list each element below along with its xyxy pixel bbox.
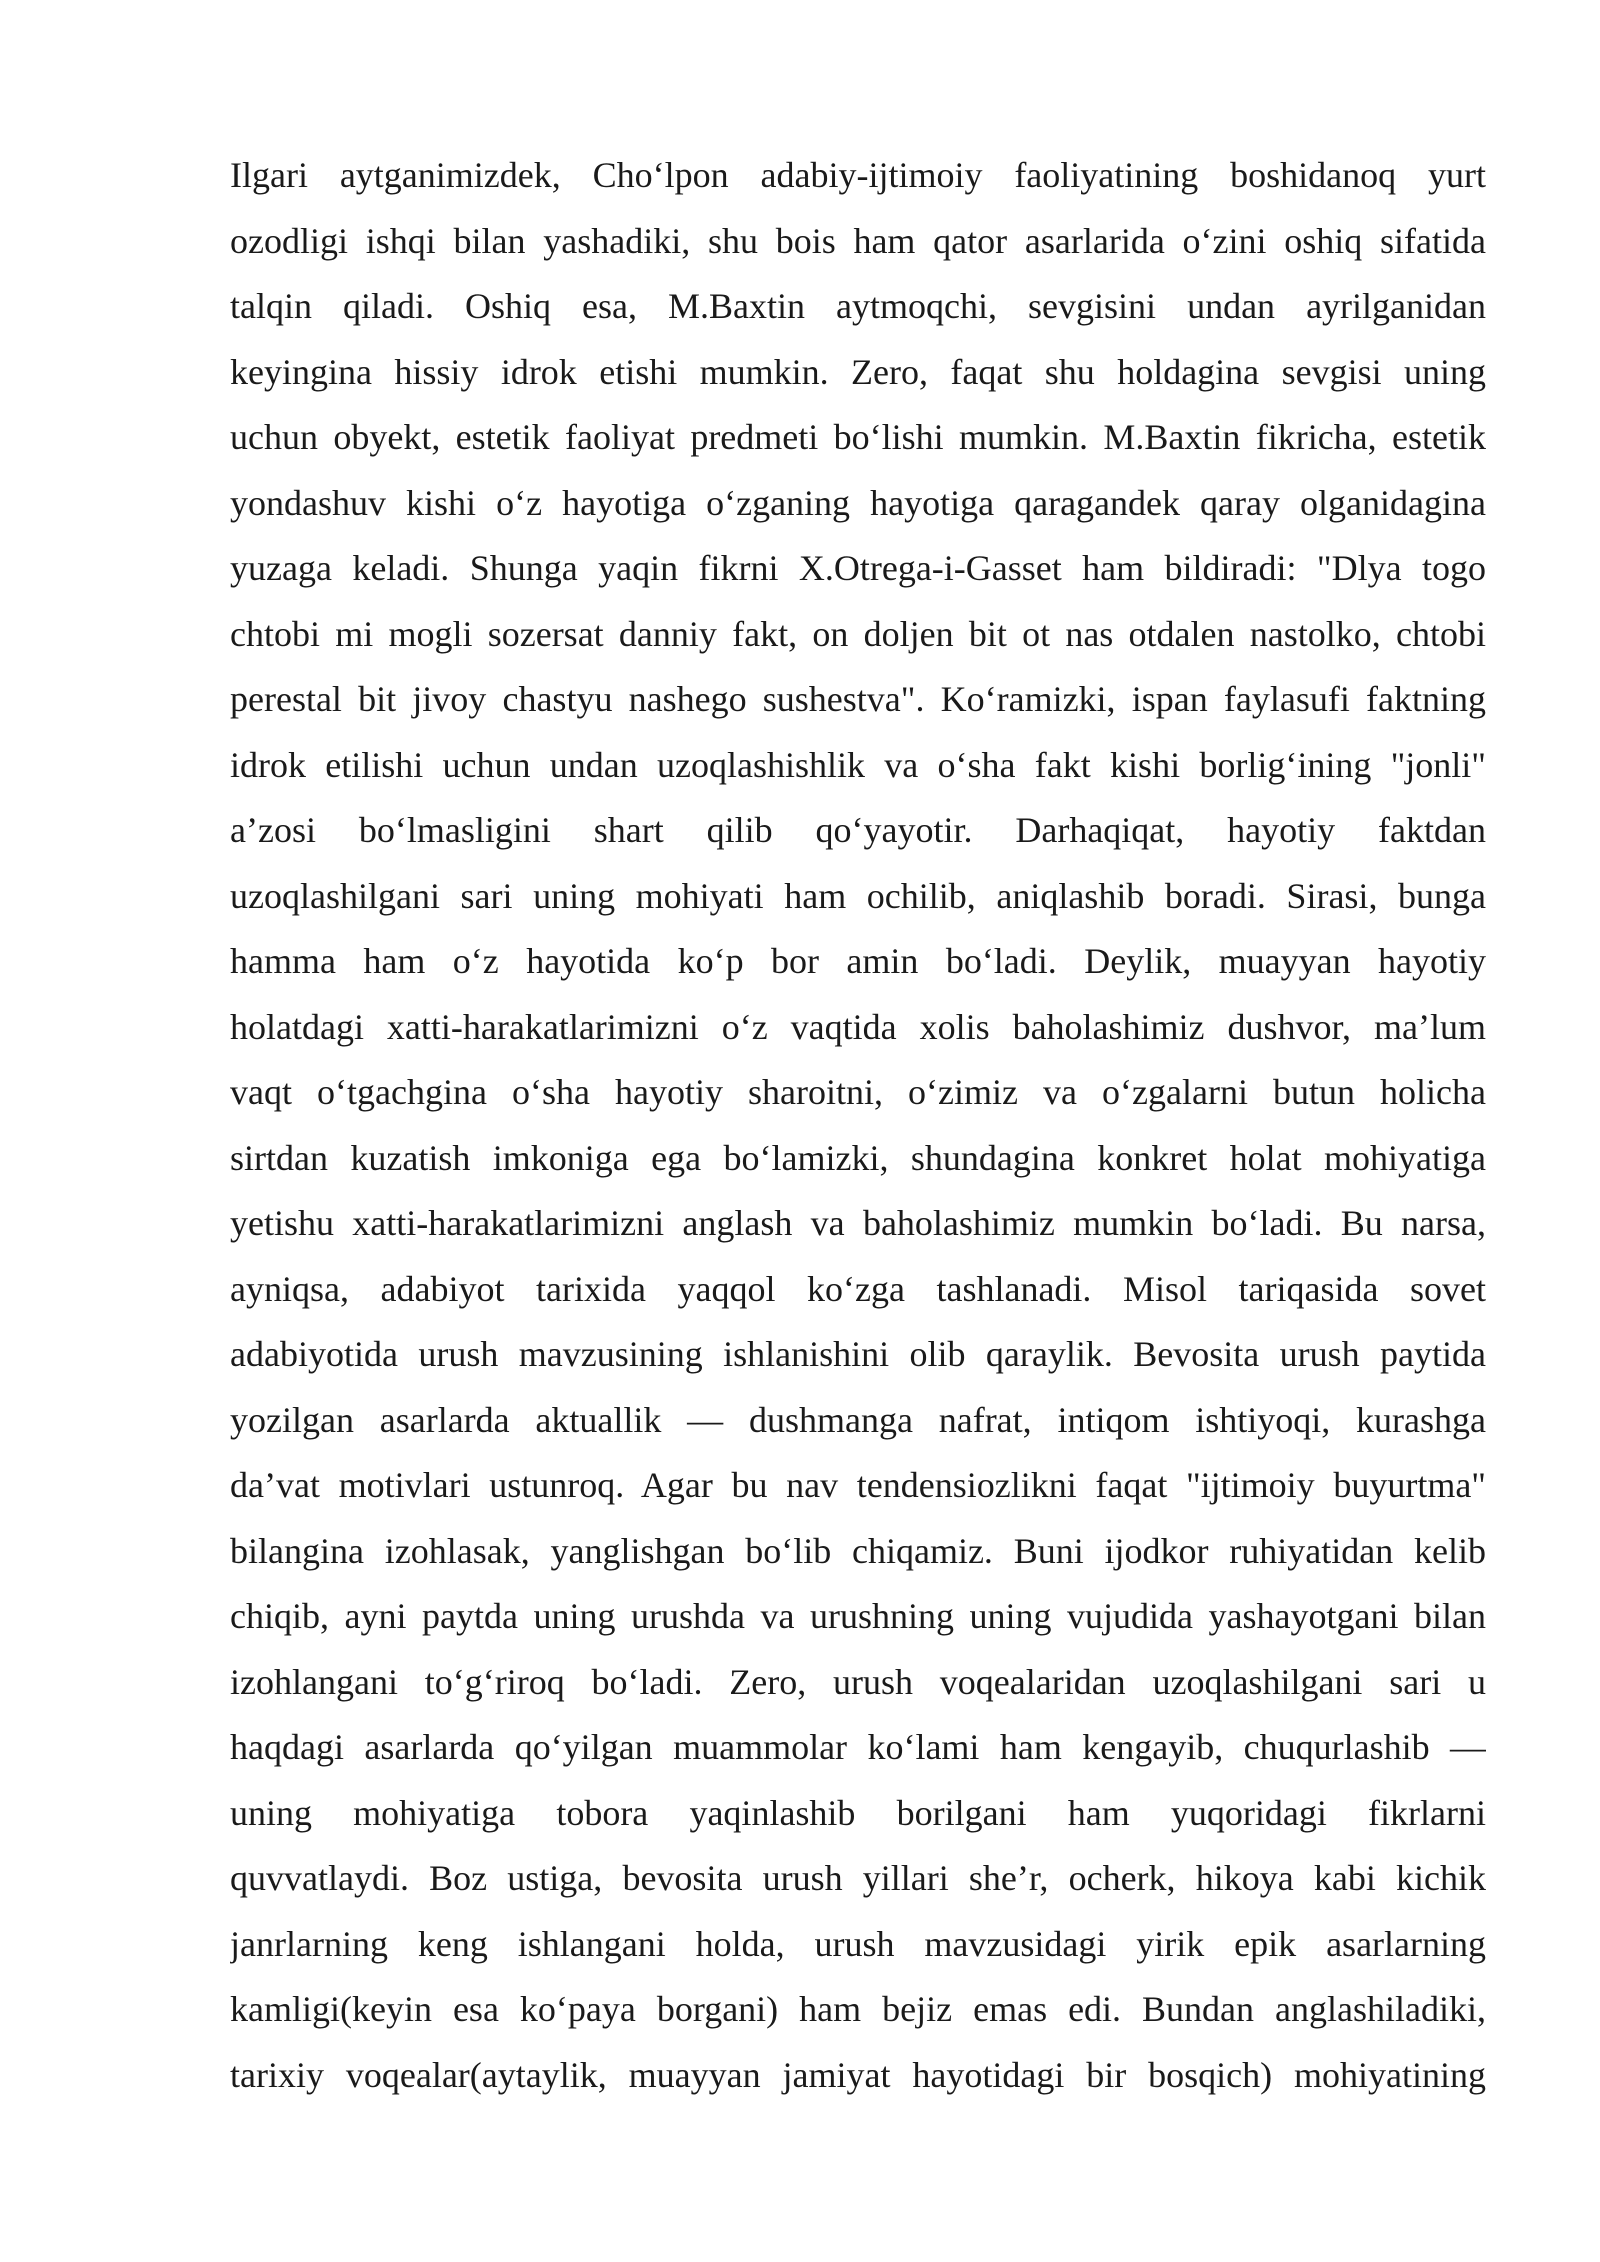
text-line: vaqt o‘tgachgina o‘sha hayotiy sharoitni, o‘zimiz va o‘zgalarni butun holicha xyxy=(230,1072,1486,1112)
text-line: kamligi(keyin esa ko‘paya borgani) ham bejiz emas edi. Bundan anglashiladiki, xyxy=(230,1989,1486,2029)
text-line: chtobi mi mogli sozersat danniy fakt, on doljen bit ot nas otdalen nastolko, chtobi xyxy=(230,613,1486,654)
text-line: yozilgan asarlarda aktuallik — dushmanga nafrat, intiqom ishtiyoqi, kurashga xyxy=(230,1399,1486,1440)
text-line: talqin qiladi. Oshiq esa, M.Baxtin aytmoqchi, sevgisini undan ayrilganidan xyxy=(230,286,1486,326)
text-line: izohlangani to‘g‘riroq bo‘ladi. Zero, urush voqealaridan uzoqlashilgani sari u xyxy=(230,1661,1486,1702)
text-line: chiqib, ayni paytda uning urushda va urushning uning vujudida yashayotgani bilan xyxy=(230,1596,1486,1636)
text-line: sirtdan kuzatish imkoniga ega bo‘lamizki, shundagina konkret holat mohiyatiga xyxy=(230,1137,1486,1178)
text-line: yondashuv kishi o‘z hayotiga o‘zganing hayotiga qaragandek qaray olganidagina xyxy=(230,482,1486,523)
text-line: ayniqsa, adabiyot tarixida yaqqol ko‘zga tashlanadi. Misol tariqasida sovet xyxy=(230,1268,1486,1309)
text-line: Ilgari aytganimizdek, Cho‘lpon adabiy-ijtimoiy faoliyatining boshidanoq yurt xyxy=(230,155,1486,195)
text-line: ozodligi ishqi bilan yashadiki, shu bois ham qator asarlarida o‘zini oshiq sifatida xyxy=(230,220,1486,261)
text-line: holatdagi xatti-harakatlarimizni o‘z vaqtida xolis baholashimiz dushvor, ma’lum xyxy=(230,1006,1486,1047)
text-line: quvvatlaydi. Boz ustiga, bevosita urush yillari she’r, ocherk, hikoya kabi kichik xyxy=(230,1858,1486,1898)
text-line: da’vat motivlari ustunroq. Agar bu nav tendensiozlikni faqat "ijtimoiy buyurtma" xyxy=(230,1465,1486,1505)
text-line: keyingina hissiy idrok etishi mumkin. Zero, faqat shu holdagina sevgisi uning xyxy=(230,351,1486,392)
text-line: adabiyotida urush mavzusining ishlanishini olib qaraylik. Bevosita urush paytida xyxy=(230,1334,1486,1374)
text-line: tarixiy voqealar(aytaylik, muayyan jamiyat hayotidagi bir bosqich) mohiyatining xyxy=(230,2054,1486,2095)
text-line: a’zosi bo‘lmasligini shart qilib qo‘yayotir. Darhaqiqat, hayotiy faktdan xyxy=(230,810,1486,850)
text-line: haqdagi asarlarda qo‘yilgan muammolar ko‘lami ham kengayib, chuqurlashib — xyxy=(230,1727,1486,1767)
text-line: hamma ham o‘z hayotida ko‘p bor amin bo‘ladi. Deylik, muayyan hayotiy xyxy=(230,941,1486,981)
text-line: uzoqlashilgani sari uning mohiyati ham ochilib, aniqlashib boradi. Sirasi, bunga xyxy=(230,875,1486,916)
text-line: perestal bit jivoy chastyu nashego sushestva". Ko‘ramizki, ispan faylasufi faktning xyxy=(230,679,1486,719)
text-line: idrok etilishi uchun undan uzoqlashishlik va o‘sha fakt kishi borlig‘ining "jonli" xyxy=(230,744,1486,785)
text-line: yuzaga keladi. Shunga yaqin fikrni X.Otrega-i-Gasset ham bildiradi: "Dlya togo xyxy=(230,548,1486,588)
text-line: bilangina izohlasak, yanglishgan bo‘lib chiqamiz. Buni ijodkor ruhiyatidan kelib xyxy=(230,1530,1486,1571)
text-line: uning mohiyatiga tobora yaqinlashib borilgani ham yuqoridagi fikrlarni xyxy=(230,1792,1486,1833)
text-line: uchun obyekt, estetik faoliyat predmeti bo‘lishi mumkin. M.Baxtin fikricha, estetik xyxy=(230,417,1486,457)
text-line: yetishu xatti-harakatlarimizni anglash va baholashimiz mumkin bo‘ladi. Bu narsa, xyxy=(230,1203,1486,1243)
text-line: janrlarning keng ishlangani holda, urush mavzusidagi yirik epik asarlarning xyxy=(230,1923,1486,1964)
body-paragraph xyxy=(230,150,1486,2115)
